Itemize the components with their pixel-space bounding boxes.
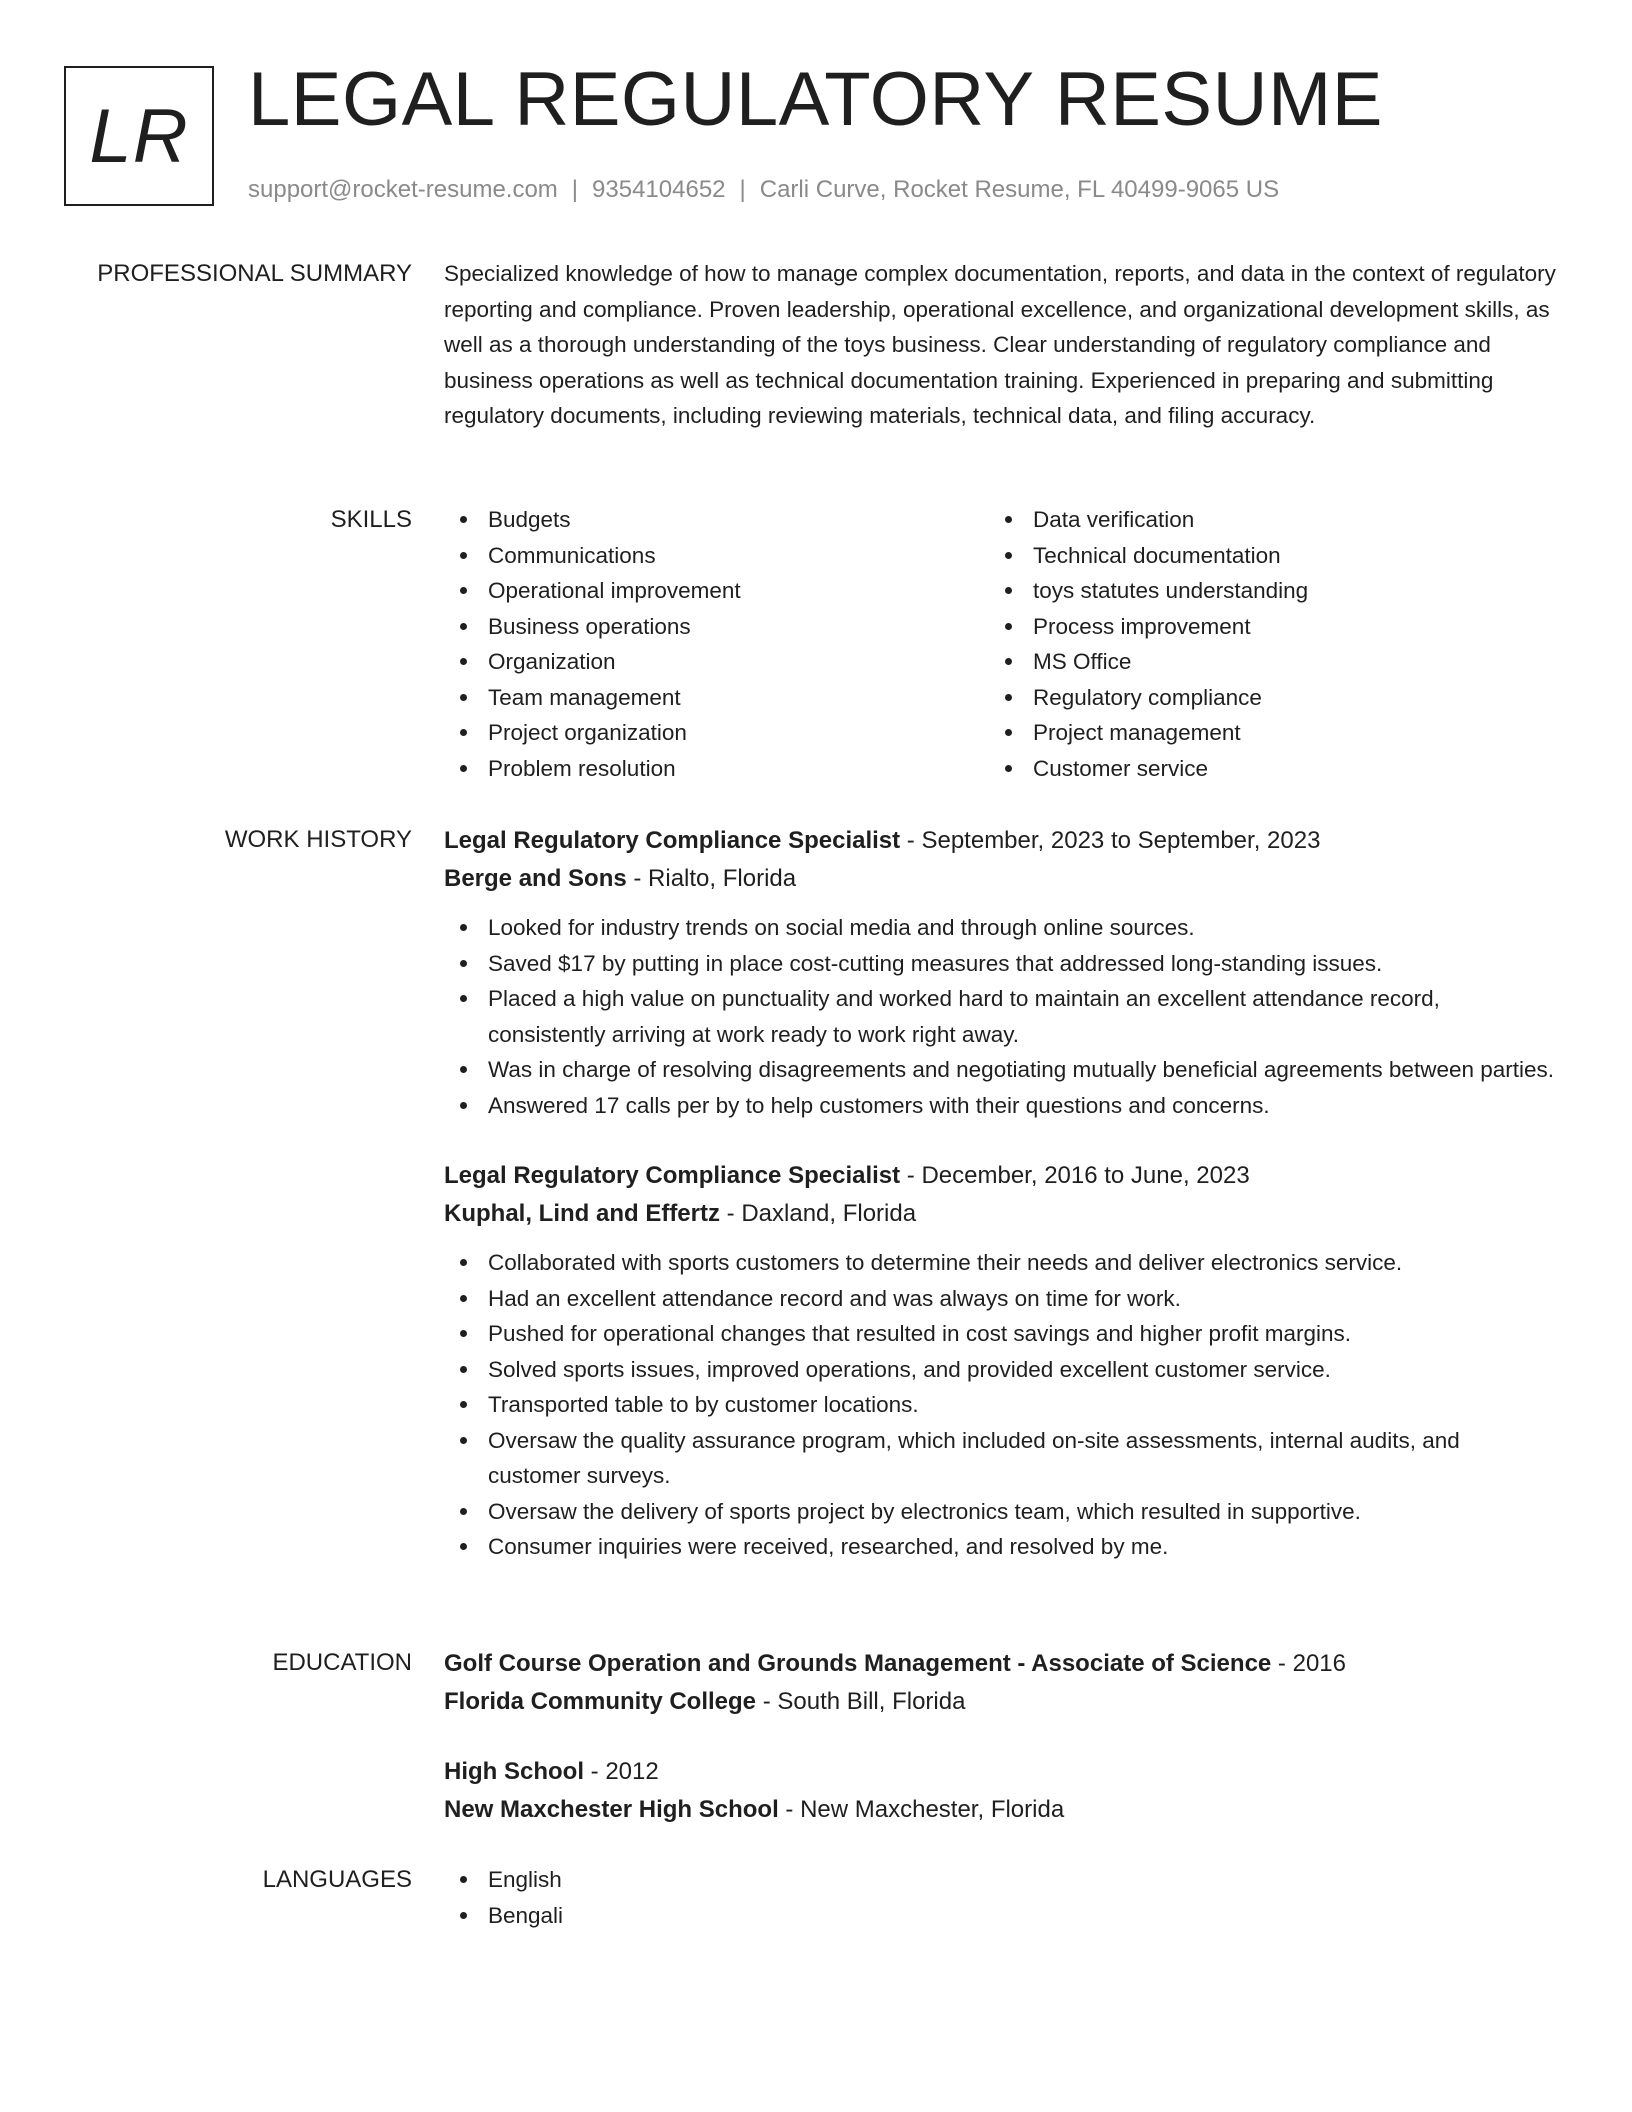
education-body	[444, 1645, 1556, 1829]
job-dates: - September, 2023 to September, 2023	[900, 827, 1321, 854]
skill-item: MS Office	[989, 644, 1534, 680]
education-degree: High School	[444, 1758, 584, 1785]
education-degree: Golf Course Operation and Grounds Management - Associate of Science	[444, 1650, 1272, 1677]
skill-item: Business operations	[444, 609, 989, 645]
job-title: Legal Regulatory Compliance Specialist	[444, 1162, 901, 1189]
skill-item: Budgets	[444, 502, 989, 538]
contact-separator: |	[739, 176, 746, 203]
job-bullet: Oversaw the quality assurance program, which included on-site assessments, internal audits, and customer surveys.	[444, 1423, 1556, 1494]
section-label: SKILLS	[330, 506, 412, 533]
education-school-line	[444, 1791, 1556, 1829]
education-degree-line	[444, 1645, 1556, 1683]
contact-phone: 9354104652	[592, 176, 726, 203]
job-bullet: Solved sports issues, improved operations, and provided excellent customer service.	[444, 1352, 1556, 1388]
job-title: Legal Regulatory Compliance Specialist	[444, 827, 901, 854]
job-location: - Daxland, Florida	[720, 1200, 917, 1227]
job-bullets	[444, 1245, 1556, 1565]
education-year: - 2012	[584, 1758, 659, 1785]
job-entry	[444, 822, 1556, 1123]
job-bullet: Consumer inquiries were received, researched, and resolved by me.	[444, 1529, 1556, 1565]
job-bullet: Answered 17 calls per by to help customers with their questions and concerns.	[444, 1088, 1556, 1124]
skill-item: toys statutes understanding	[989, 573, 1534, 609]
job-company-line	[444, 860, 1556, 898]
work-history-body	[444, 822, 1556, 1565]
education-school: Florida Community College	[444, 1688, 757, 1715]
section-label: PROFESSIONAL SUMMARY	[97, 260, 412, 287]
language-item: English	[444, 1862, 1556, 1898]
education-location: - New Maxchester, Florida	[778, 1796, 1065, 1823]
job-company: Berge and Sons	[444, 865, 627, 892]
job-bullet: Was in charge of resolving disagreements and negotiating mutually beneficial agreements between parties.	[444, 1052, 1556, 1088]
education-year: - 2016	[1271, 1650, 1346, 1677]
job-location: - Rialto, Florida	[626, 865, 797, 892]
skill-item: Communications	[444, 538, 989, 574]
job-bullet: Saved $17 by putting in place cost-cutting measures that addressed long-standing issues.	[444, 946, 1556, 982]
job-bullet: Placed a high value on punctuality and worked hard to maintain an excellent attendance record, consistently arriving at work ready to work right away.	[444, 981, 1556, 1052]
skill-item: Customer service	[989, 751, 1534, 787]
job-bullet: Oversaw the delivery of sports project by electronics team, which resulted in supportive.	[444, 1494, 1556, 1530]
skills-grid	[444, 502, 1556, 786]
contact-separator: |	[571, 176, 579, 203]
education-school: New Maxchester High School	[444, 1796, 779, 1823]
contact-email: support@rocket-resume.com	[248, 176, 558, 203]
contact-line	[248, 174, 1279, 206]
summary-body	[444, 256, 1556, 434]
skill-item: Regulatory compliance	[989, 680, 1534, 716]
monogram-initials: LR	[89, 93, 189, 179]
job-title-line	[444, 1157, 1556, 1195]
skill-item: Process improvement	[989, 609, 1534, 645]
section-label: WORK HISTORY	[224, 826, 412, 853]
skill-item: Problem resolution	[444, 751, 989, 787]
languages-body	[444, 1862, 1556, 1933]
education-entry	[444, 1753, 1556, 1829]
skills-list	[444, 502, 989, 786]
job-title-line	[444, 822, 1556, 860]
language-item: Bengali	[444, 1898, 1556, 1934]
monogram-box	[64, 66, 214, 206]
job-bullet: Collaborated with sports customers to determine their needs and deliver electronics service.	[444, 1245, 1556, 1281]
job-bullet: Transported table to by customer locations.	[444, 1387, 1556, 1423]
job-company: Kuphal, Lind and Effertz	[444, 1200, 720, 1227]
skills-list	[989, 502, 1534, 786]
job-bullet: Looked for industry trends on social media and through online sources.	[444, 910, 1556, 946]
skill-item: Data verification	[989, 502, 1534, 538]
job-bullet: Had an excellent attendance record and was always on time for work.	[444, 1281, 1556, 1317]
skills-column-right	[989, 502, 1534, 786]
education-school-line	[444, 1683, 1556, 1721]
skill-item: Organization	[444, 644, 989, 680]
section-label: LANGUAGES	[262, 1866, 412, 1893]
summary-text: Specialized knowledge of how to manage complex documentation, reports, and data in the context of regulatory reporting and compliance. Proven leadership, operational excellence, and organizational development skills, as well as a thorough understanding of the toys business. Clear understanding of regulatory compliance and business operations as well as technical documentation training. Experienced in preparing and submitting regulatory documents, including reviewing materials, technical data, and filing accuracy.	[444, 261, 1556, 428]
contact-address: Carli Curve, Rocket Resume, FL 40499-9065 US	[759, 176, 1280, 203]
education-degree-line	[444, 1753, 1556, 1791]
skills-column-left	[444, 502, 989, 786]
job-bullets	[444, 910, 1556, 1123]
job-company-line	[444, 1195, 1556, 1233]
resume-title: LEGAL REGULATORY RESUME	[248, 57, 1383, 142]
skill-item: Operational improvement	[444, 573, 989, 609]
job-dates: - December, 2016 to June, 2023	[900, 1162, 1250, 1189]
education-location: - South Bill, Florida	[756, 1688, 966, 1715]
job-bullet: Pushed for operational changes that resulted in cost savings and higher profit margins.	[444, 1316, 1556, 1352]
education-entry	[444, 1645, 1556, 1721]
job-entry	[444, 1157, 1556, 1565]
skill-item: Technical documentation	[989, 538, 1534, 574]
skill-item: Project organization	[444, 715, 989, 751]
section-label: EDUCATION	[272, 1649, 412, 1676]
languages-list	[444, 1862, 1556, 1933]
skill-item: Project management	[989, 715, 1534, 751]
skill-item: Team management	[444, 680, 989, 716]
